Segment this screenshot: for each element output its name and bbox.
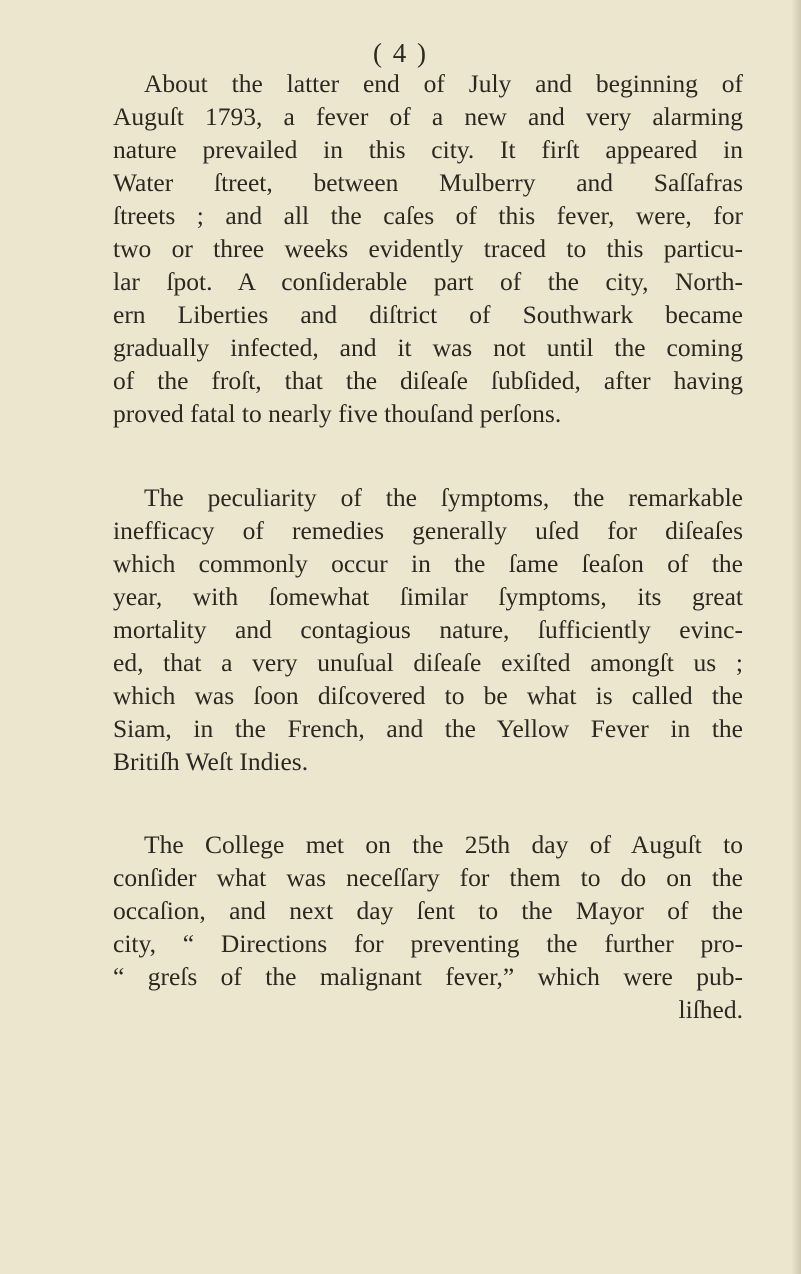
text-line: ern Liberties and diſtrict of Southwark became xyxy=(113,300,743,329)
page-edge xyxy=(791,0,801,1274)
text-line: Water ſtreet, between Mulberry and Saſſafras xyxy=(113,168,743,197)
text-line: mortality and contagious nature, ſufficiently evinc- xyxy=(113,615,743,644)
text-line: Auguſt 1793, a fever of a new and very alarming xyxy=(113,102,743,131)
text-line: conſider what was neceſſary for them to do on the xyxy=(113,863,743,892)
text-line: gradually infected, and it was not until the coming xyxy=(113,333,743,362)
text-line: Siam, in the French, and the Yellow Fever in the xyxy=(113,714,743,743)
text-line: ed, that a very unuſual diſeaſe exiſted amongſt us ; xyxy=(113,648,743,677)
text-line: which was ſoon diſcovered to be what is called the xyxy=(113,681,743,710)
text-line: two or three weeks evidently traced to this particu- xyxy=(113,234,743,263)
text-line: nature prevailed in this city. It firſt appeared in xyxy=(113,135,743,164)
text-line: city, “ Directions for preventing the further pro- xyxy=(113,929,743,958)
text-line: lar ſpot. A conſiderable part of the city, North- xyxy=(113,267,743,296)
page-number: ( 4 ) xyxy=(373,38,428,68)
text-line: About the latter end of July and beginning of xyxy=(144,69,743,98)
text-line: proved fatal to nearly five thouſand perſons. xyxy=(113,399,562,428)
text-line: The College met on the 25th day of Auguſt to xyxy=(144,830,743,859)
text-line: The peculiarity of the ſymptoms, the remarkable xyxy=(144,483,743,512)
text-line: of the froſt, that the diſeaſe ſubſided, after having xyxy=(113,366,743,395)
text-line: occaſion, and next day ſent to the Mayor of the xyxy=(113,896,743,925)
text-line: “ greſs of the malignant fever,” which were pub- xyxy=(113,962,743,991)
text-line: year, with ſomewhat ſimilar ſymptoms, its great xyxy=(113,582,743,611)
text-line: inefficacy of remedies generally uſed for diſeaſes xyxy=(113,516,743,545)
text-line: which commonly occur in the ſame ſeaſon of the xyxy=(113,549,743,578)
text-line: ſtreets ; and all the caſes of this fever, were, for xyxy=(113,201,743,230)
text-line: Britiſh Weſt Indies. xyxy=(113,747,309,776)
text-line: liſhed. xyxy=(678,995,743,1024)
